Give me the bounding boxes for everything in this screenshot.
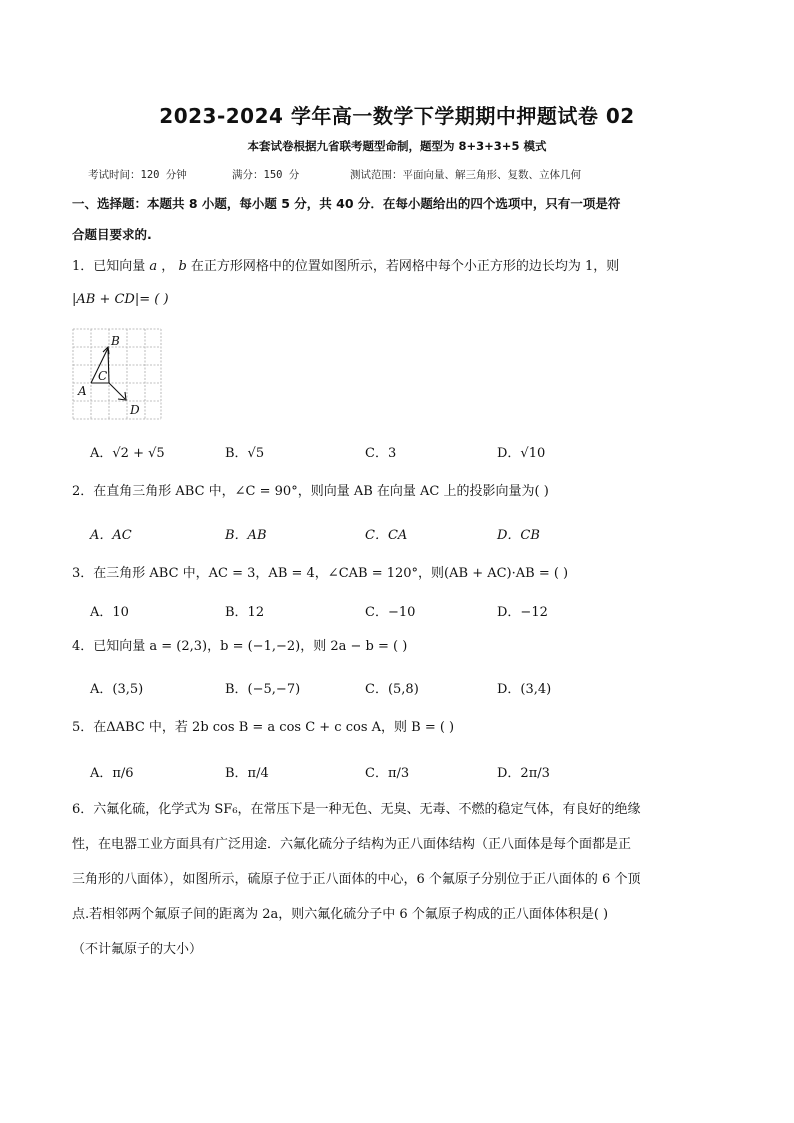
section1-line1: 一、选择题：本题共 8 小题，每小题 5 分，共 40 分．在每小题给出的四个选项中，只有一项是符	[72, 196, 621, 211]
q1-label-a: A	[78, 384, 87, 398]
q6-line4: 点.若相邻两个氟原子间的距离为 2a，则六氟化硫分子中 6 个氟原子构成的正八面体体积是( )	[72, 907, 609, 922]
q6-line2: 性，在电器工业方面具有广泛用途．六氟化硫分子结构为正八面体结构（正八面体是每个面都是正	[72, 837, 632, 852]
q5-option-a: A．π/6	[90, 766, 134, 781]
q2-stem: 2．在直角三角形 ABC 中，∠C = 90°，则向量 AB 在向量 AC 上的投影向量为( )	[72, 484, 549, 499]
q3-option-c: C．−10	[365, 605, 416, 620]
q5-stem: 5．在ΔABC 中，若 2b cos B = a cos C + c cos A，则 B = ( )	[72, 720, 455, 735]
q4-option-c: C．(5,8)	[365, 682, 419, 697]
q6-line5: （不计氟原子的大小）	[72, 942, 203, 957]
q4-stem: 4．已知向量 a = (2,3)，b = (−1,−2)，则 2a − b = ( )	[72, 639, 408, 654]
q1-line1-c: 在正方形网格中的位置如图所示，若网格中每个小正方形的边长均为 1，则	[190, 259, 620, 274]
q1-line2: |AB + CD|= ( )	[72, 292, 169, 307]
page-title: 2023-2024 学年高一数学下学期期中押题试卷 02	[159, 104, 635, 128]
q5-option-d: D．2π/3	[497, 766, 550, 781]
q1-option-b: B．√5	[225, 446, 265, 461]
q2-option-d: D．CB	[497, 528, 540, 543]
q5-option-b: B．π/4	[225, 766, 269, 781]
q2-option-b: B．AB	[225, 528, 267, 543]
vector-a: a	[145, 259, 162, 274]
q1-line1	[72, 257, 619, 277]
vector-b: b	[174, 259, 191, 274]
q1-option-c: C．3	[365, 446, 397, 461]
q1-label-c: C	[98, 369, 108, 383]
q3-option-a: A．10	[90, 605, 129, 620]
q1-label-d: D	[130, 403, 140, 417]
q5-option-c: C．π/3	[365, 766, 410, 781]
page-subtitle: 本套试卷根据九省联考题型命制，题型为 8+3+3+5 模式	[247, 139, 547, 153]
q3-option-b: B．12	[225, 605, 265, 620]
q1-option-d: D．√10	[497, 446, 546, 461]
q6-line3: 三角形的八面体），如图所示，硫原子位于正八面体的中心，6 个氟原子分别位于正八面体的 6 个顶	[72, 872, 641, 887]
q1-label-b: B	[111, 334, 120, 348]
q4-option-d: D．(3,4)	[497, 682, 552, 697]
exam-score: 满分：150 分	[232, 169, 300, 181]
q4-option-b: B．(−5,−7)	[225, 682, 301, 697]
q6-line1: 6．六氟化硫，化学式为 SF₆，在常压下是一种无色、无臭、无毒、不燃的稳定气体，有良好的绝缘	[72, 802, 641, 817]
section1-line2: 合题目要求的.	[72, 227, 152, 242]
q1-line1-a: 1．已知向量	[72, 259, 146, 274]
q2-option-c: C．CA	[365, 528, 408, 543]
q1-line1-b: ，	[161, 259, 175, 274]
q2-option-a: A．AC	[90, 528, 132, 543]
q4-option-a: A．(3,5)	[90, 682, 144, 697]
exam-time: 考试时间：120 分钟	[88, 169, 187, 181]
q3-option-d: D．−12	[497, 605, 548, 620]
q1-option-a: A．√2 + √5	[90, 446, 165, 461]
exam-scope: 测试范围：平面向量、解三角形、复数、立体几何	[350, 169, 581, 181]
q3-stem: 3．在三角形 ABC 中，AC = 3，AB = 4，∠CAB = 120°，则(AB + AC)·AB = ( )	[72, 566, 569, 581]
